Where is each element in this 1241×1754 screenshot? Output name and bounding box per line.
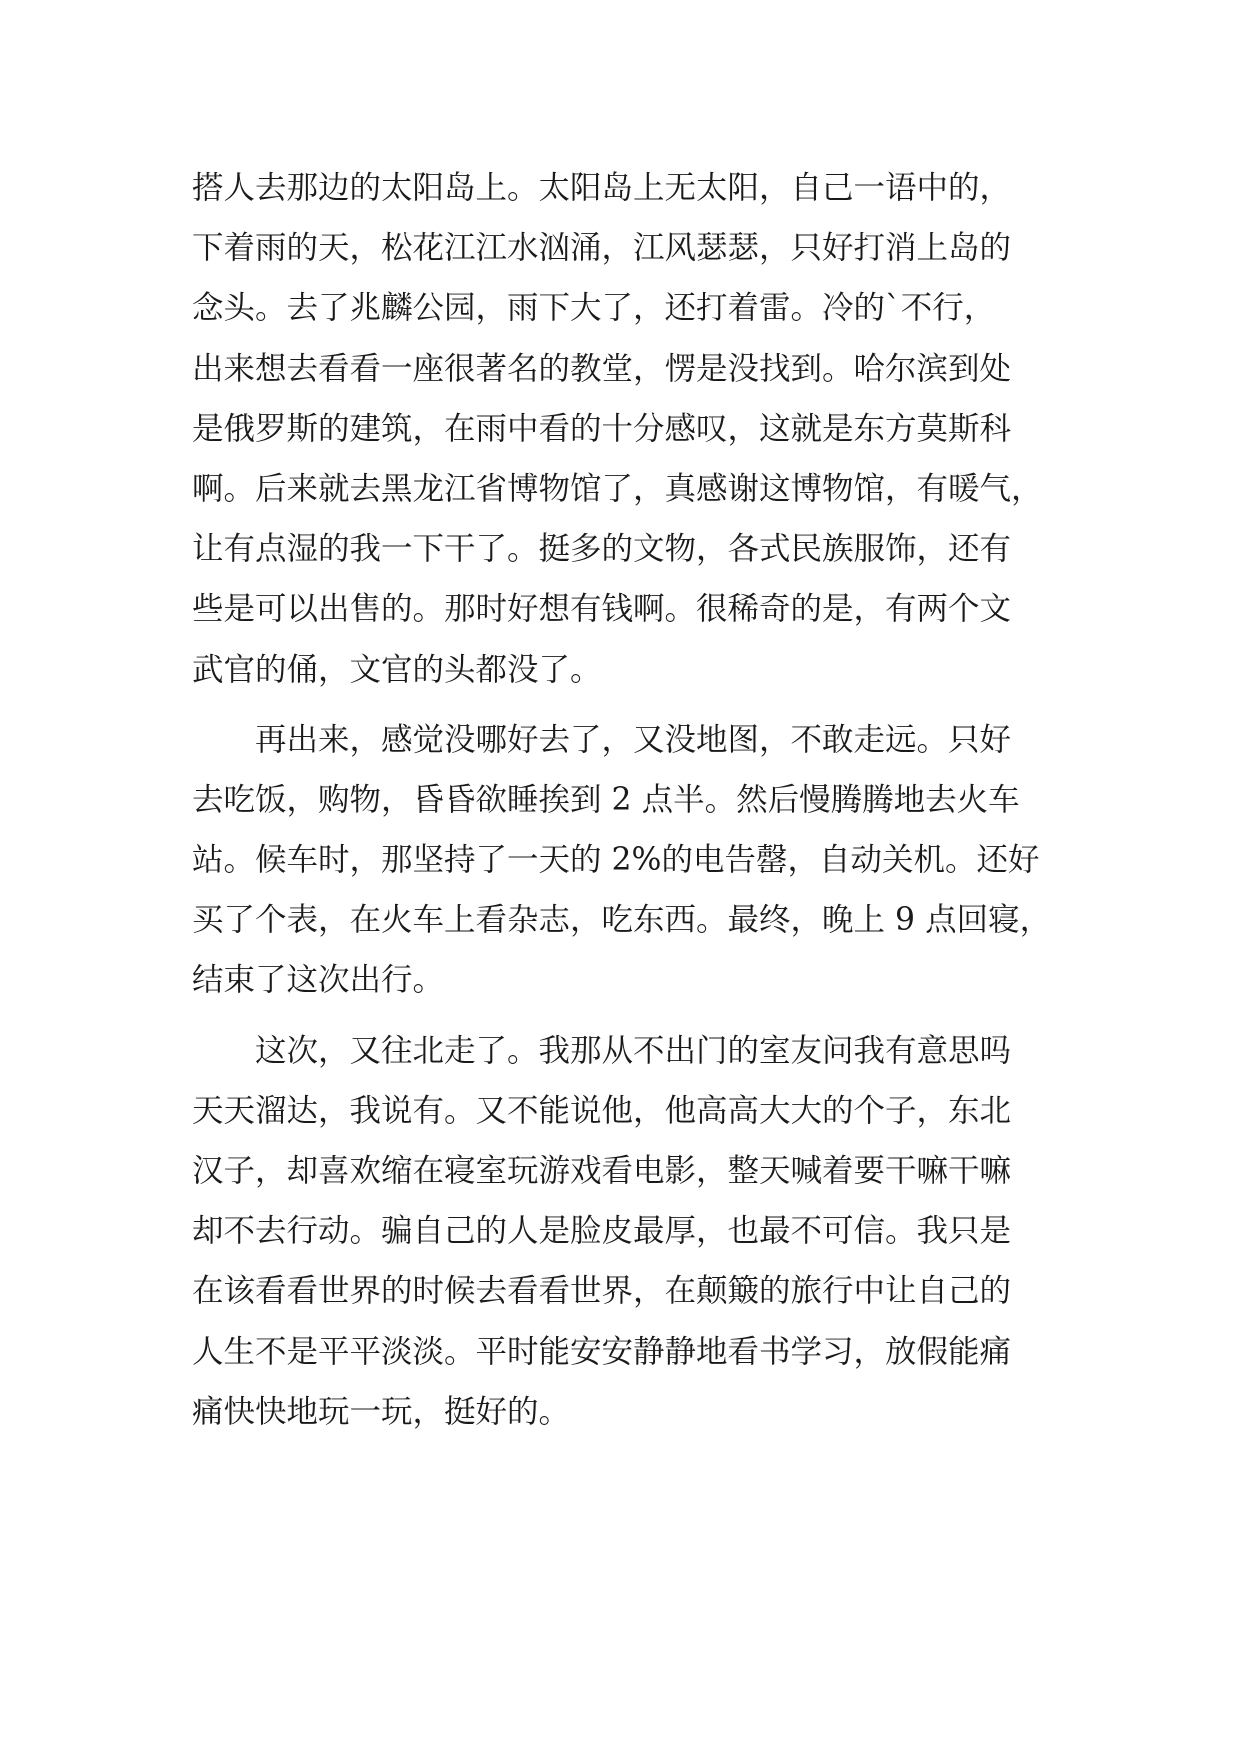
text-line: 这次，又往北走了。我那从不出门的室友问我有意思吗	[192, 1032, 1012, 1069]
text-line: 武官的俑，文官的头都没了。	[192, 651, 602, 688]
text-line: 去吃饭，购物，昏昏欲睡挨到 2 点半。然后慢腾腾地去火车	[192, 781, 1020, 818]
paragraph-1	[192, 158, 1092, 700]
text-line: 些是可以出售的。那时好想有钱啊。很稀奇的是，有两个文	[192, 591, 1012, 628]
text-line: 天天溜达，我说有。又不能说他，他高高大大的个子，东北	[192, 1092, 1012, 1129]
text-line: 买了个表，在火车上看杂志，吃东西。最终，晚上 9 点回寝，	[192, 902, 1052, 939]
text-line: 痛快快地玩一玩，挺好的。	[192, 1393, 571, 1430]
text-line: 在该看看世界的时候去看看世界，在颠簸的旅行中让自己的	[192, 1273, 1012, 1310]
paragraph-2	[192, 710, 1092, 1011]
body-text	[192, 158, 1092, 1442]
text-line: 搭人去那边的太阳岛上。太阳岛上无太阳，自己一语中的，	[192, 170, 1012, 206]
text-line: 让有点湿的我一下干了。挺多的文物，各式民族服饰，还有	[192, 531, 1012, 568]
text-line: 下着雨的天，松花江江水汹涌，江风瑟瑟，只好打消上岛的	[192, 230, 1012, 267]
paragraph-3	[192, 1021, 1092, 1442]
text-line: 是俄罗斯的建筑，在雨中看的十分感叹，这就是东方莫斯科	[192, 410, 1012, 447]
text-line: 人生不是平平淡淡。平时能安安静静地看书学习，放假能痛	[192, 1333, 1012, 1370]
text-line: 却不去行动。骗自己的人是脸皮最厚，也最不可信。我只是	[192, 1213, 1012, 1250]
text-line: 念头。去了兆麟公园，雨下大了，还打着雷。冷的`不行，	[192, 290, 996, 327]
paragraph-spacing	[192, 700, 1092, 710]
paragraph-spacing	[192, 1011, 1092, 1021]
text-line: 汉子，却喜欢缩在寝室玩游戏看电影，整天喊着要干嘛干嘛	[192, 1153, 1012, 1189]
text-line: 结束了这次出行。	[192, 962, 445, 999]
text-line: 出来想去看看一座很著名的教堂，愣是没找到。哈尔滨到处	[192, 350, 1012, 387]
text-line: 啊。后来就去黑龙江省博物馆了，真感谢这博物馆，有暖气，	[192, 470, 1043, 507]
text-line: 再出来，感觉没哪好去了，又没地图，不敢走远。只好	[192, 721, 1012, 758]
text-line: 站。候车时，那坚持了一天的 2%的电告罄，自动关机。还好	[192, 842, 1040, 879]
